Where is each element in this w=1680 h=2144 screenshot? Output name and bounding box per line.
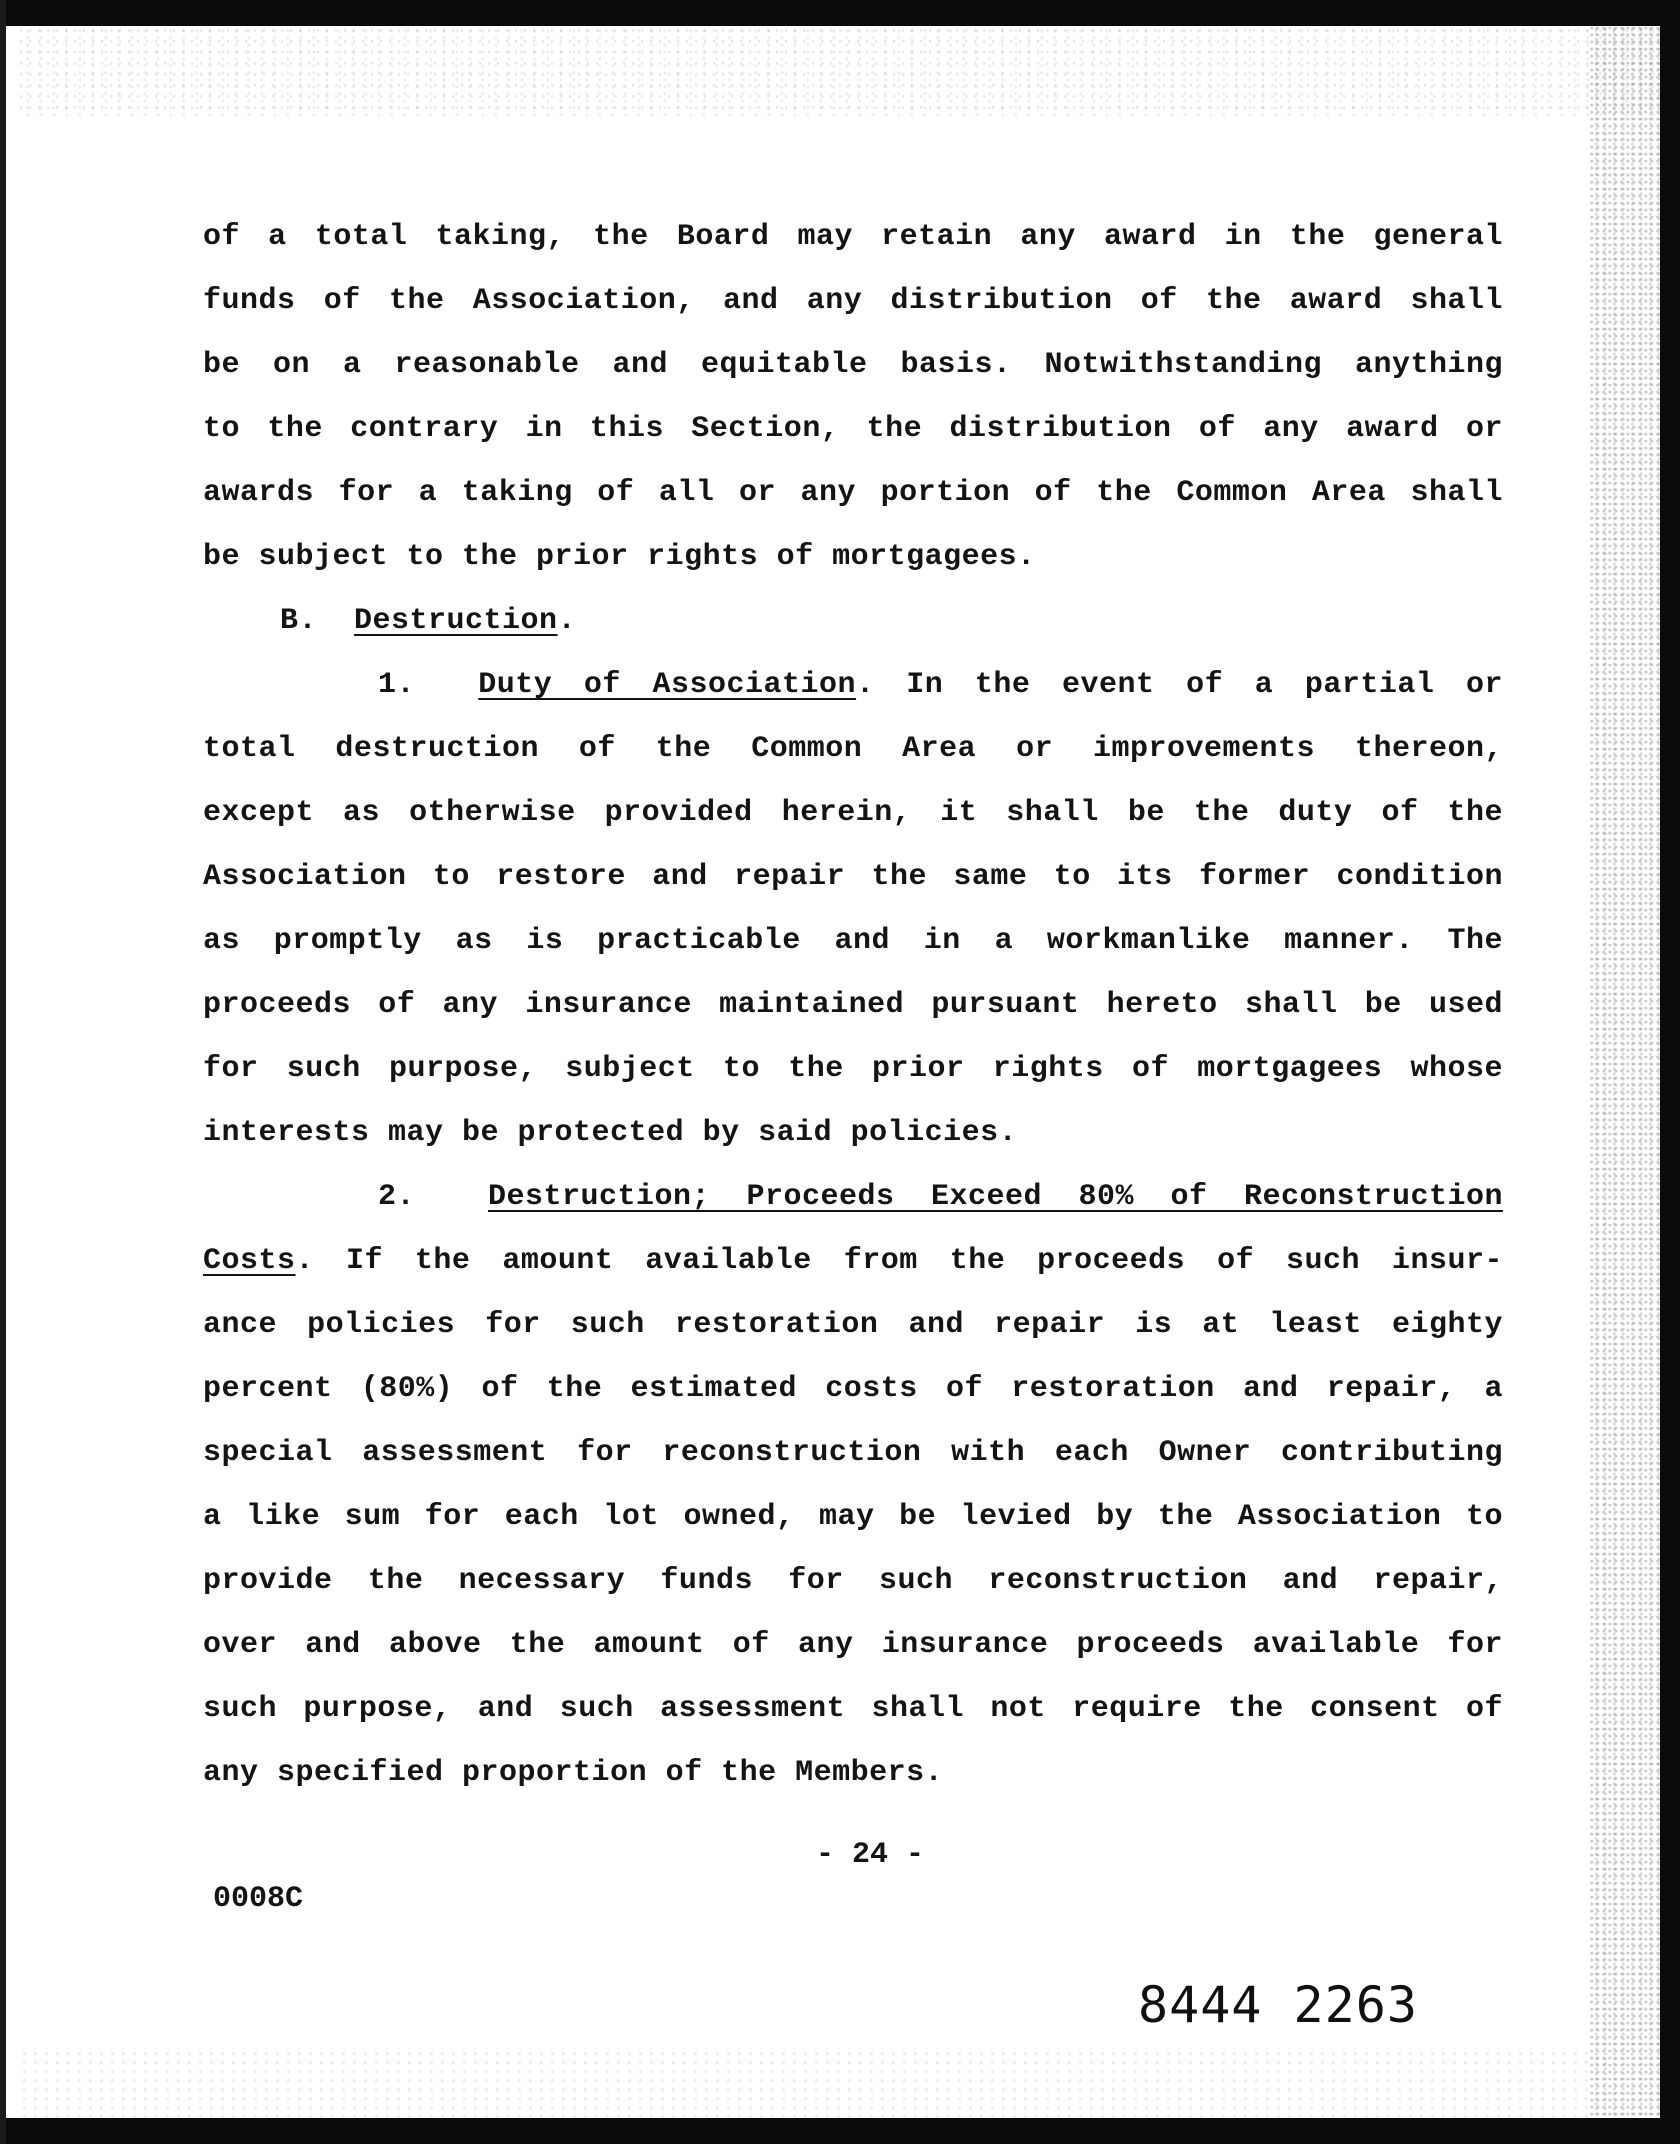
paragraph-line: proceeds of any insurance maintained pursuant hereto shall be used (203, 988, 1503, 1022)
paragraph-line: except as otherwise provided herein, it shall be the duty of the (203, 796, 1503, 830)
paragraph-line: interests may be protected by said policies. (203, 1116, 1018, 1150)
scan-border-left (0, 0, 6, 2144)
paragraph-line: awards for a taking of all or any portion of the Common Area shall (203, 476, 1503, 510)
paragraph-line: of a total taking, the Board may retain any award in the general (203, 220, 1503, 254)
paragraph-line: such purpose, and such assessment shall not require the consent of (203, 1692, 1503, 1726)
scan-noise-top (20, 26, 1660, 116)
page-number: - 24 - (815, 1838, 925, 1872)
item-2-number: 2. (378, 1180, 416, 1214)
document-code: 0008C (213, 1882, 304, 1916)
stamp-number: 8444 2263 (1138, 1976, 1418, 2034)
paragraph-line: ance policies for such restoration and repair is at least eighty (203, 1308, 1503, 1342)
section-b-title: Destruction (354, 604, 558, 638)
paragraph-line: provide the necessary funds for such reconstruction and repair, (203, 1564, 1503, 1598)
item-2-heading-continued: Costs (203, 1244, 296, 1278)
paragraph-line: special assessment for reconstruction with each Owner contributing (203, 1436, 1503, 1470)
scan-border-bottom (0, 2118, 1680, 2144)
paragraph-line: as promptly as is practicable and in a workmanlike manner. The (203, 924, 1503, 958)
scan-noise-right (1590, 26, 1660, 2118)
scan-noise-bottom (20, 2050, 1590, 2118)
paragraph-line: over and above the amount of any insurance proceeds available for (203, 1628, 1503, 1662)
scan-border-right (1660, 0, 1680, 2144)
paragraph-line: be on a reasonable and equitable basis. Notwithstanding anything (203, 348, 1503, 382)
item-1-number: 1. (378, 668, 416, 702)
scan-border-top (0, 0, 1680, 26)
paragraph-line: any specified proportion of the Members. (203, 1756, 944, 1790)
item-1-first-line (203, 653, 1503, 717)
section-b-suffix: . (557, 604, 577, 638)
paragraph-line: percent (80%) of the estimated costs of restoration and repair, a (203, 1372, 1503, 1406)
paragraph-line: a like sum for each lot owned, may be levied by the Association to (203, 1500, 1503, 1534)
item-2-second-line-rest: . If the amount available from the proceeds of such insur- (295, 1244, 1503, 1278)
section-b-heading (203, 589, 1503, 653)
item-1-first-line-rest: . In the event of a partial or (856, 668, 1503, 702)
item-2-second-line (203, 1229, 1503, 1293)
item-1-heading: Duty of Association (478, 668, 857, 702)
item-2-heading: Destruction; Proceeds Exceed 80% of Reconstruction (487, 1180, 1503, 1214)
paragraph-line: Association to restore and repair the same to its former condition (203, 860, 1503, 894)
paragraph-line: be subject to the prior rights of mortgagees. (203, 540, 1036, 574)
section-b-label: B. (280, 604, 318, 638)
paragraph-line: for such purpose, subject to the prior rights of mortgagees whose (203, 1052, 1503, 1086)
document-body (203, 205, 1503, 1805)
paragraph-line: to the contrary in this Section, the distribution of any award or (203, 412, 1503, 446)
paragraph-line: total destruction of the Common Area or improvements thereon, (203, 732, 1503, 766)
paragraph-line: funds of the Association, and any distribution of the award shall (203, 284, 1503, 318)
item-2-heading-line (203, 1165, 1503, 1229)
